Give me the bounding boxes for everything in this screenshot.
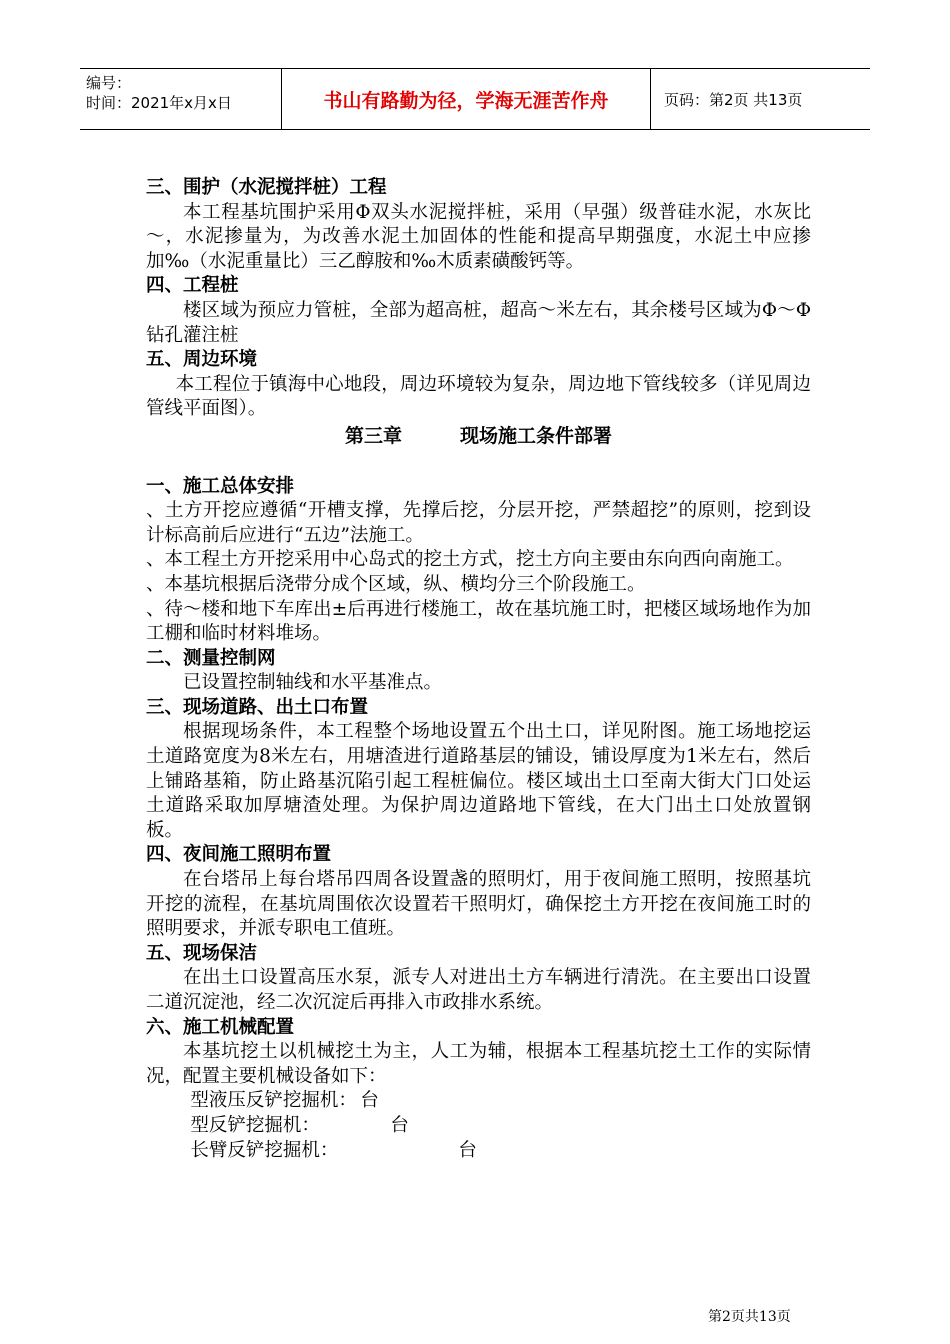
equipment-row [146,1089,811,1114]
page-header [80,68,870,130]
paragraph: 本工程位于镇海中心地段，周边环境较为复杂，周边地下管线较多（详见周边管线平面图）。 [146,373,811,420]
list-item: 、本工程土方开挖采用中心岛式的挖土方式，挖土方向主要由东向西向南施工。 [146,549,794,571]
section-heading: 二、测量控制网 [146,647,276,669]
header-page-label: 页码：第2页 共13页 [664,90,803,109]
header-motto: 书山有路勤为径，学海无涯苦作舟 [282,69,651,129]
equipment-name: 长臂反铲挖掘机： [190,1139,339,1161]
page-footer: 第2页共13页 [708,1309,791,1325]
section-heading: 六、施工机械配置 [146,1016,295,1038]
chapter-title: 现场施工条件部署 [460,424,613,447]
section-heading: 四、工程桩 [146,275,239,297]
list-item: 、待～楼和地下车库出±后再进行楼施工，故在基坑施工时，把楼区域场地作为加工棚和临时材料堆场。 [146,598,811,645]
header-meta [80,69,282,129]
paragraph: 根据现场条件，本工程整个场地设置五个出土口，详见附图。施工场地挖运土道路宽度为8米左右，用塘渣进行道路基层的铺设，铺设厚度为1米左右，然后上铺路基箱，防止路基沉陷引起工程桩偏位。楼区域出土口至南大街大门口处运土道路采取加厚塘渣处理。为保护周边道路地下管线，在大门出土口处放置钢板。 [146,721,811,841]
equipment-row [146,1114,811,1139]
chapter-heading [146,424,811,449]
equipment-name: 型液压反铲挖掘机： [190,1090,357,1112]
equipment-unit: 台 [390,1114,409,1136]
paragraph: 楼区域为预应力管桩，全部为超高桩，超高～米左右，其余楼号区域为Φ～Φ钻孔灌注桩 [146,299,811,346]
document-body [146,176,811,1163]
section-heading: 四、夜间施工照明布置 [146,844,332,866]
doc-date-label: 时间：2021年x月x日 [86,94,232,112]
equipment-unit: 台 [458,1139,477,1161]
paragraph: 在台塔吊上每台塔吊四周各设置盏的照明灯，用于夜间施工照明，按照基坑开挖的流程，在基坑周围依次设置若干照明灯，确保挖土方开挖在夜间施工时的照明要求，并派专职电工值班。 [146,869,811,940]
equipment-unit: 台 [360,1090,379,1112]
section-heading: 五、现场保洁 [146,942,258,964]
paragraph: 在出土口设置高压水泵，派专人对进出土方车辆进行清洗。在主要出口设置二道沉淀池，经二次沉淀后再排入市政排水系统。 [146,967,811,1013]
paragraph: 已设置控制轴线和水平基准点。 [183,672,443,694]
section-heading: 三、围护（水泥搅拌桩）工程 [146,177,387,198]
list-item: 、土方开挖应遵循“开槽支撑，先撑后挖，分层开挖，严禁超挖”的原则，挖到设计标高前后应进行“五边”法施工。 [146,500,811,546]
section-heading: 三、现场道路、出土口布置 [146,696,369,718]
paragraph: 本基坑挖土以机械挖土为主，人工为辅，根据本工程基坑挖土工作的实际情况，配置主要机械设备如下： [146,1041,811,1087]
chapter-number: 第三章 [344,424,402,447]
doc-number-label: 编号： [86,74,132,92]
paragraph: 本工程基坑围护采用Φ双头水泥搅拌桩，采用（早强）级普硅水泥，水灰比～，水泥掺量为，为改善水泥土加固体的性能和提高早期强度，水泥土中应掺加‰（水泥重量比）三乙醇胺和‰木质素磺酸钙等。 [146,201,811,272]
section-heading: 一、施工总体安排 [146,475,295,497]
equipment-name: 型反铲挖掘机： [190,1114,320,1136]
section-heading: 五、周边环境 [146,349,258,371]
equipment-row [146,1139,811,1164]
list-item: 、本基坑根据后浇带分成个区域，纵、横均分三个阶段施工。 [146,573,646,595]
